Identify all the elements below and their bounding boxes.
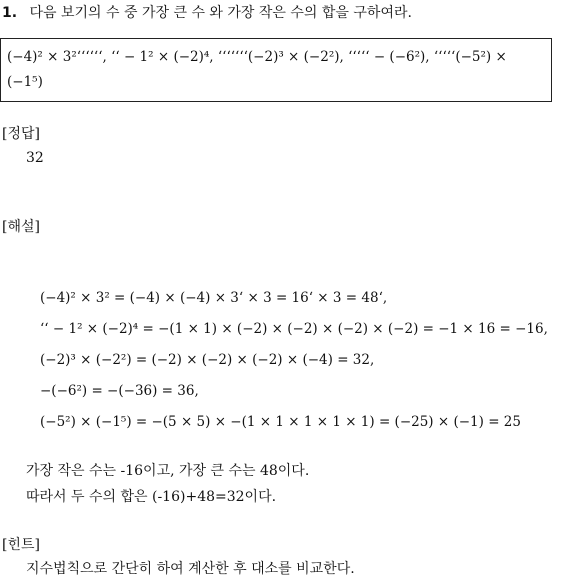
explanation-summary-2: 따라서 두 수의 합은 (-16)+48=32이다. xyxy=(26,489,277,505)
explanation-summary-1: 가장 작은 수는 -16이고, 가장 큰 수는 48이다. xyxy=(26,463,310,479)
choices-text: (−4)² × 3²‘‘‘‘‘‘, ‘‘ − 1² × (−2)⁴, ‘‘‘‘‘‘‘(−2)³ × (−2²), ‘‘‘‘‘ − (−6²), ‘‘‘‘‘(−5²) × (−1⁵) xyxy=(7,49,507,90)
explanation-line-3: (−2)³ × (−2²) = (−2) × (−2) × (−2) × (−4) = 32, xyxy=(40,352,375,368)
explanation-line-5: (−5²) × (−1⁵) = −(5 × 5) × −(1 × 1 × 1 × 1 × 1) = (−25) × (−1) = 25 xyxy=(40,414,521,430)
answer-heading: [정답] xyxy=(2,126,40,142)
explanation-line-4: −(−6²) = −(−36) = 36, xyxy=(40,383,199,399)
explanation-line-1: (−4)² × 3² = (−4) × (−4) × 3‘ × 3 = 16‘ × 3 = 48‘, xyxy=(40,290,388,306)
explanation-line-2: ‘‘ − 1² × (−2)⁴ = −(1 × 1) × (−2) × (−2) × (−2) × (−2) = −1 × 16 = −16, xyxy=(40,321,548,337)
choices-box xyxy=(0,38,552,102)
answer-value: 32 xyxy=(26,150,44,166)
explanation-heading: [해설] xyxy=(2,219,40,235)
hint-text: 지수법칙으로 간단히 하여 계산한 후 대소를 비교한다. xyxy=(26,561,355,577)
hint-heading: [힌트] xyxy=(2,537,40,553)
question-line xyxy=(2,2,412,22)
question-text: 다음 보기의 수 중 가장 큰 수 와 가장 작은 수의 합을 구하여라. xyxy=(29,5,412,21)
question-number: 1. xyxy=(2,5,18,21)
